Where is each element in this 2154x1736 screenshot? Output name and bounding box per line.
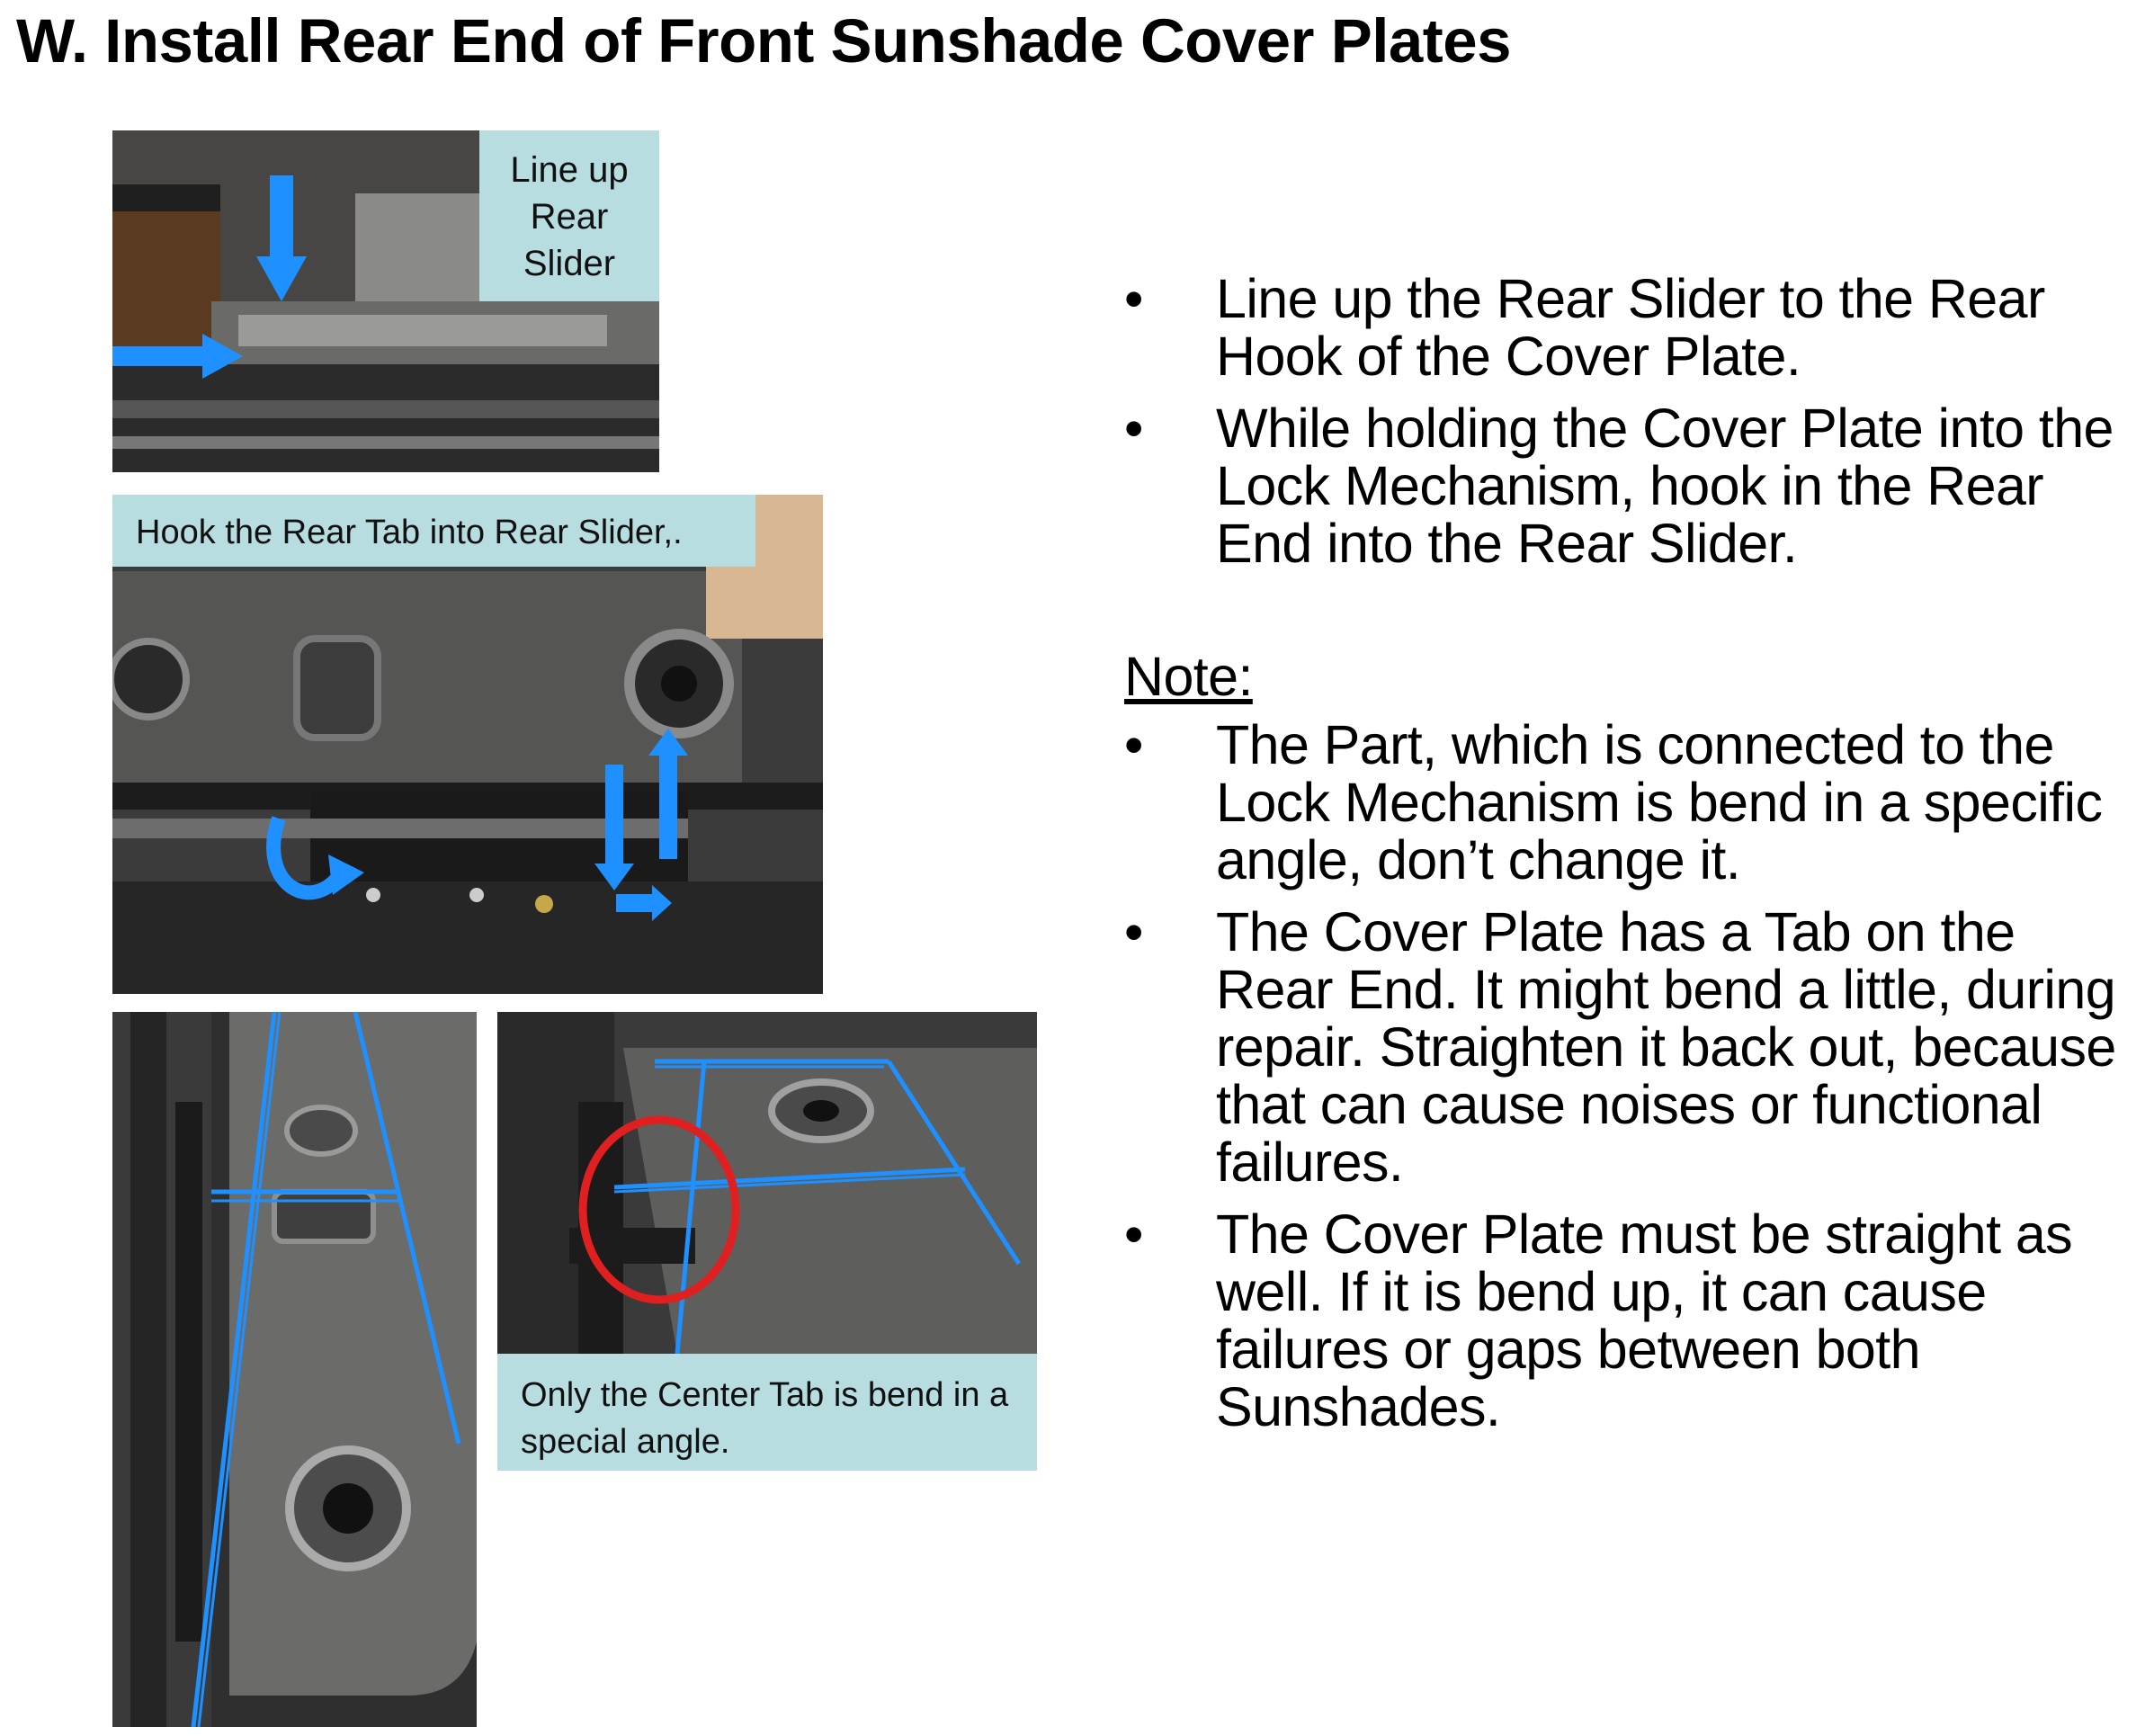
list-item [1124, 1205, 2141, 1436]
photo-rear-slider-alignment [112, 130, 659, 472]
step-text: While holding the Cover Plate into the Lock Mechanism, hook in the Rear End into the Rear Slider. [1216, 398, 2114, 574]
bullet-icon: • [1124, 1204, 1143, 1265]
note-heading: Note: [1124, 646, 1253, 707]
list-item [1124, 903, 2141, 1191]
bullet-icon: • [1124, 714, 1143, 775]
page-title: W. Install Rear End of Front Sunshade Cover Plates [16, 6, 1511, 76]
note-text: The Cover Plate has a Tab on the Rear End. It might bend a little, during repair. Straighten it back out, because that can cause noises or functional failures. [1216, 901, 2116, 1193]
bullet-icon: • [1124, 268, 1143, 329]
list-item [1124, 716, 2141, 889]
photo1-caption: Line up Rear Slider [479, 130, 659, 301]
photo-cover-plate-straight [112, 1012, 477, 1727]
list-item [1124, 270, 2141, 385]
photo-center-tab-angle [497, 1012, 1037, 1471]
photo4-caption: Only the Center Tab is bend in a special angle. [497, 1354, 1037, 1471]
step-text: Line up the Rear Slider to the Rear Hook of the Cover Plate. [1216, 268, 2045, 387]
note-text: The Part, which is connected to the Lock Mechanism is bend in a specific angle, don’t change it. [1216, 714, 2103, 890]
list-item [1124, 399, 2141, 572]
instruction-list [1124, 270, 2141, 1450]
photo2-caption: Hook the Rear Tab into Rear Slider,. [112, 495, 755, 567]
note-text: The Cover Plate must be straight as well. If it is bend up, it can cause failures or gaps between both Sunshades. [1216, 1204, 2073, 1437]
bullet-icon: • [1124, 398, 1143, 459]
photo-hook-rear-tab [112, 495, 823, 994]
bullet-icon: • [1124, 901, 1143, 962]
